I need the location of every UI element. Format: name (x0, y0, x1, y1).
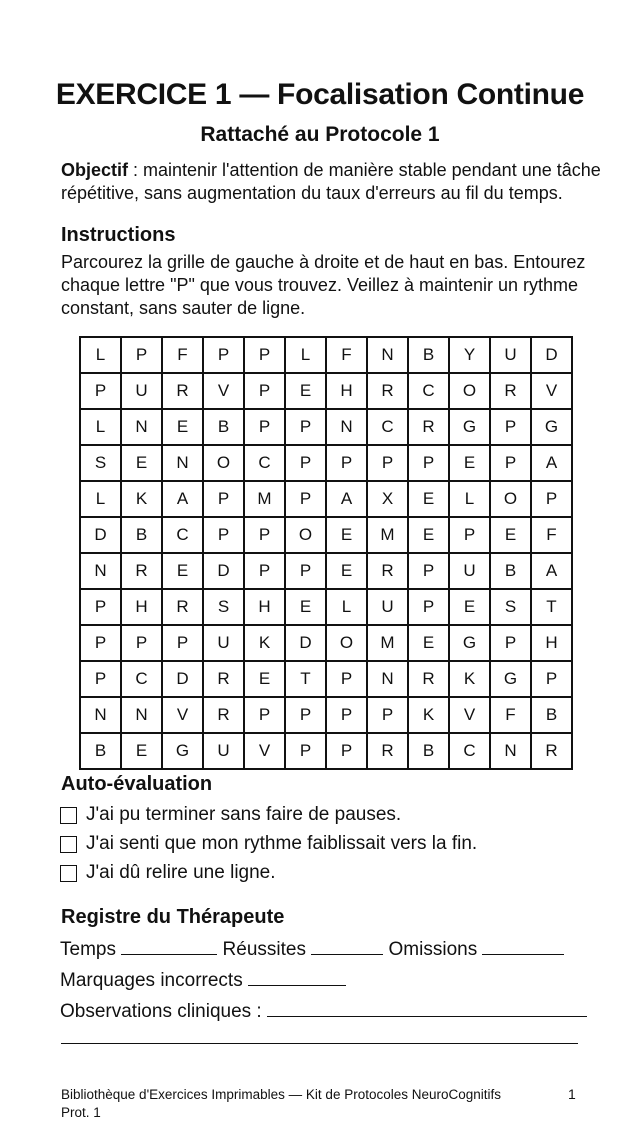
grid-cell[interactable]: H (531, 625, 572, 661)
grid-cell[interactable]: P (326, 661, 367, 697)
grid-cell[interactable]: P (490, 625, 531, 661)
self-eval-item-label: J'ai dû relire une ligne. (86, 862, 276, 883)
grid-cell[interactable]: O (203, 445, 244, 481)
grid-cell[interactable]: L (285, 337, 326, 373)
grid-cell[interactable]: N (121, 697, 162, 733)
grid-cell[interactable]: B (408, 337, 449, 373)
grid-row (80, 373, 572, 409)
grid-cell[interactable]: V (162, 697, 203, 733)
grid-cell[interactable]: R (367, 373, 408, 409)
grid-cell[interactable]: P (490, 445, 531, 481)
grid-cell[interactable]: K (408, 697, 449, 733)
grid-row (80, 697, 572, 733)
grid-cell[interactable]: Y (449, 337, 490, 373)
instructions-heading: Instructions (61, 224, 176, 246)
grid-cell[interactable]: P (244, 373, 285, 409)
observations-field[interactable] (267, 1000, 587, 1017)
grid-cell[interactable]: E (449, 589, 490, 625)
grid-cell[interactable]: S (203, 589, 244, 625)
grid-cell[interactable]: R (203, 697, 244, 733)
grid-cell[interactable]: R (367, 733, 408, 769)
grid-cell[interactable]: B (408, 733, 449, 769)
grid-cell[interactable]: T (285, 661, 326, 697)
instructions-text: Parcourez la grille de gauche à droite et de haut en bas. Entourez chaque lettre "P" que vous trouvez. Veillez à maintenir un rythme constant, sans sauter de ligne. (61, 252, 586, 318)
grid-cell[interactable]: D (203, 553, 244, 589)
grid-cell[interactable]: C (367, 409, 408, 445)
grid-cell[interactable]: P (326, 445, 367, 481)
grid-cell[interactable]: F (162, 337, 203, 373)
grid-cell[interactable]: R (162, 589, 203, 625)
grid-cell[interactable]: P (367, 445, 408, 481)
grid-cell[interactable]: G (162, 733, 203, 769)
grid-cell[interactable]: E (408, 481, 449, 517)
grid-cell[interactable]: N (162, 445, 203, 481)
grid-cell[interactable]: P (121, 337, 162, 373)
grid-cell[interactable]: E (326, 517, 367, 553)
grid-row (80, 337, 572, 373)
grid-cell[interactable]: B (531, 697, 572, 733)
time-label: Temps (60, 939, 116, 960)
grid-cell[interactable]: F (326, 337, 367, 373)
grid-cell[interactable]: M (367, 517, 408, 553)
grid-cell[interactable]: P (285, 553, 326, 589)
grid-cell[interactable]: P (285, 445, 326, 481)
grid-cell[interactable]: P (367, 697, 408, 733)
omissions-field[interactable] (482, 938, 564, 955)
grid-cell[interactable]: O (490, 481, 531, 517)
grid-row (80, 589, 572, 625)
grid-cell[interactable]: L (80, 409, 121, 445)
grid-cell[interactable]: A (326, 481, 367, 517)
grid-row (80, 409, 572, 445)
grid-cell[interactable]: N (367, 661, 408, 697)
grid-cell[interactable]: E (326, 553, 367, 589)
grid-cell[interactable]: P (80, 589, 121, 625)
observations-row (60, 1000, 587, 1023)
grid-cell[interactable]: P (408, 553, 449, 589)
grid-cell[interactable]: E (285, 589, 326, 625)
grid-cell[interactable]: E (121, 733, 162, 769)
grid-cell[interactable]: P (326, 697, 367, 733)
self-eval-item[interactable] (60, 804, 401, 826)
grid-cell[interactable]: V (203, 373, 244, 409)
letter-grid (79, 336, 573, 770)
grid-cell[interactable]: R (408, 409, 449, 445)
objective-label: Objectif (61, 160, 129, 180)
grid-cell[interactable]: P (203, 337, 244, 373)
self-eval-heading: Auto-évaluation (61, 773, 213, 795)
grid-cell[interactable]: N (121, 409, 162, 445)
grid-cell[interactable]: P (244, 337, 285, 373)
grid-row (80, 661, 572, 697)
grid-cell[interactable]: O (449, 373, 490, 409)
grid-cell[interactable]: E (408, 625, 449, 661)
observations-label: Observations cliniques : (60, 1001, 262, 1022)
grid-cell[interactable]: E (408, 517, 449, 553)
grid-cell[interactable]: D (162, 661, 203, 697)
grid-cell[interactable]: C (449, 733, 490, 769)
grid-cell[interactable]: P (203, 517, 244, 553)
grid-cell[interactable]: K (449, 661, 490, 697)
grid-cell[interactable]: N (326, 409, 367, 445)
grid-cell[interactable]: R (121, 553, 162, 589)
checkbox[interactable] (60, 865, 77, 882)
footer (61, 1086, 501, 1122)
grid-cell[interactable]: P (162, 625, 203, 661)
wrong-marks-label: Marquages incorrects (60, 970, 243, 991)
success-field[interactable] (311, 938, 383, 955)
grid-cell[interactable]: P (285, 409, 326, 445)
grid-cell[interactable]: B (121, 517, 162, 553)
page-number: 1 (568, 1086, 576, 1102)
success-label: Réussites (222, 939, 306, 960)
grid-cell[interactable]: P (531, 481, 572, 517)
grid-cell[interactable]: E (162, 553, 203, 589)
omissions-label: Omissions (388, 939, 478, 960)
grid-cell[interactable]: D (531, 337, 572, 373)
grid-cell[interactable]: P (203, 481, 244, 517)
grid-cell[interactable]: H (121, 589, 162, 625)
grid-cell[interactable]: R (408, 661, 449, 697)
time-field[interactable] (121, 938, 217, 955)
grid-cell[interactable]: S (80, 445, 121, 481)
grid-cell[interactable]: T (531, 589, 572, 625)
grid-cell[interactable]: V (449, 697, 490, 733)
grid-cell[interactable]: P (490, 409, 531, 445)
grid-cell[interactable]: E (490, 517, 531, 553)
grid-cell[interactable]: L (80, 481, 121, 517)
therapist-heading: Registre du Thérapeute (61, 906, 285, 928)
grid-cell[interactable]: L (80, 337, 121, 373)
objective-paragraph (61, 159, 611, 205)
page-subtitle: Rattaché au Protocole 1 (200, 123, 440, 146)
page-title: EXERCICE 1 — Focalisation Continue (55, 78, 585, 111)
grid-cell[interactable]: G (531, 409, 572, 445)
grid-row (80, 733, 572, 769)
grid-cell[interactable]: N (367, 337, 408, 373)
grid-cell[interactable]: E (449, 445, 490, 481)
grid-cell[interactable]: U (449, 553, 490, 589)
self-eval-item[interactable] (60, 833, 477, 855)
grid-cell[interactable]: B (203, 409, 244, 445)
grid-cell[interactable]: P (408, 445, 449, 481)
grid-cell[interactable]: P (285, 733, 326, 769)
grid-cell[interactable]: K (244, 625, 285, 661)
grid-cell[interactable]: A (531, 553, 572, 589)
grid-cell[interactable]: D (80, 517, 121, 553)
grid-cell[interactable]: P (531, 661, 572, 697)
grid-cell[interactable]: F (531, 517, 572, 553)
grid-cell[interactable]: L (326, 589, 367, 625)
grid-cell[interactable]: M (367, 625, 408, 661)
grid-cell[interactable]: V (531, 373, 572, 409)
grid-cell[interactable]: A (531, 445, 572, 481)
grid-cell[interactable]: P (408, 589, 449, 625)
grid-cell[interactable]: E (285, 373, 326, 409)
wrong-marks-field[interactable] (248, 969, 346, 986)
grid-cell[interactable]: C (244, 445, 285, 481)
observations-extra-line[interactable] (61, 1043, 578, 1044)
grid-cell[interactable]: P (326, 733, 367, 769)
grid-cell[interactable]: O (326, 625, 367, 661)
checkbox[interactable] (60, 836, 77, 853)
grid-cell[interactable]: N (490, 733, 531, 769)
grid-cell[interactable]: B (80, 733, 121, 769)
grid-cell[interactable]: H (326, 373, 367, 409)
grid-cell[interactable]: G (490, 661, 531, 697)
grid-cell[interactable]: P (285, 481, 326, 517)
grid-cell[interactable]: E (162, 409, 203, 445)
self-eval-item-label: J'ai pu terminer sans faire de pauses. (86, 804, 402, 825)
grid-cell[interactable]: A (162, 481, 203, 517)
grid-cell[interactable]: G (449, 409, 490, 445)
grid-cell[interactable]: P (80, 373, 121, 409)
grid-cell[interactable]: H (244, 589, 285, 625)
grid-cell[interactable]: R (162, 373, 203, 409)
grid-cell[interactable]: U (121, 373, 162, 409)
footer-line1: Bibliothèque d'Exercices Imprimables — Kit de Protocoles NeuroCognitifs (61, 1087, 502, 1102)
grid-cell[interactable]: U (490, 337, 531, 373)
grid-cell[interactable]: B (490, 553, 531, 589)
grid-cell[interactable]: U (203, 733, 244, 769)
grid-cell[interactable]: F (490, 697, 531, 733)
grid-cell[interactable]: C (408, 373, 449, 409)
grid-cell[interactable]: O (285, 517, 326, 553)
grid-cell[interactable]: G (449, 625, 490, 661)
grid-cell[interactable]: V (244, 733, 285, 769)
grid-cell[interactable]: U (203, 625, 244, 661)
self-eval-item-label: J'ai senti que mon rythme faiblissait vers la fin. (86, 833, 478, 854)
grid-cell[interactable]: P (449, 517, 490, 553)
grid-cell[interactable]: U (367, 589, 408, 625)
grid-cell[interactable]: N (80, 553, 121, 589)
grid-cell[interactable]: R (203, 661, 244, 697)
grid-cell[interactable]: R (490, 373, 531, 409)
therapist-scores-row (60, 938, 564, 961)
grid-cell[interactable]: P (80, 661, 121, 697)
grid-cell[interactable]: D (285, 625, 326, 661)
grid-cell[interactable]: P (244, 517, 285, 553)
grid-cell[interactable]: R (367, 553, 408, 589)
grid-row (80, 625, 572, 661)
grid-cell[interactable]: E (121, 445, 162, 481)
grid-cell[interactable]: P (244, 409, 285, 445)
objective-text: : maintenir l'attention de manière stable pendant une tâche répétitive, sans augmentation du taux d'erreurs au fil du temps. (61, 160, 601, 203)
grid-cell[interactable]: L (449, 481, 490, 517)
grid-row (80, 553, 572, 589)
grid-row (80, 517, 572, 553)
grid-cell[interactable]: M (244, 481, 285, 517)
grid-cell[interactable]: P (285, 697, 326, 733)
grid-cell[interactable]: R (531, 733, 572, 769)
grid-cell[interactable]: P (244, 697, 285, 733)
grid-cell[interactable]: P (121, 625, 162, 661)
grid-cell[interactable]: E (244, 661, 285, 697)
grid-cell[interactable]: P (244, 553, 285, 589)
grid-cell[interactable]: N (80, 697, 121, 733)
self-eval-item[interactable] (60, 862, 276, 884)
grid-row (80, 445, 572, 481)
checkbox[interactable] (60, 807, 77, 824)
grid-cell[interactable]: P (80, 625, 121, 661)
grid-cell[interactable]: C (121, 661, 162, 697)
grid-cell[interactable]: X (367, 481, 408, 517)
grid-cell[interactable]: C (162, 517, 203, 553)
grid-cell[interactable]: S (490, 589, 531, 625)
grid-cell[interactable]: K (121, 481, 162, 517)
grid-row (80, 481, 572, 517)
wrong-marks-row (60, 969, 346, 992)
footer-line2: Prot. 1 (61, 1105, 101, 1120)
